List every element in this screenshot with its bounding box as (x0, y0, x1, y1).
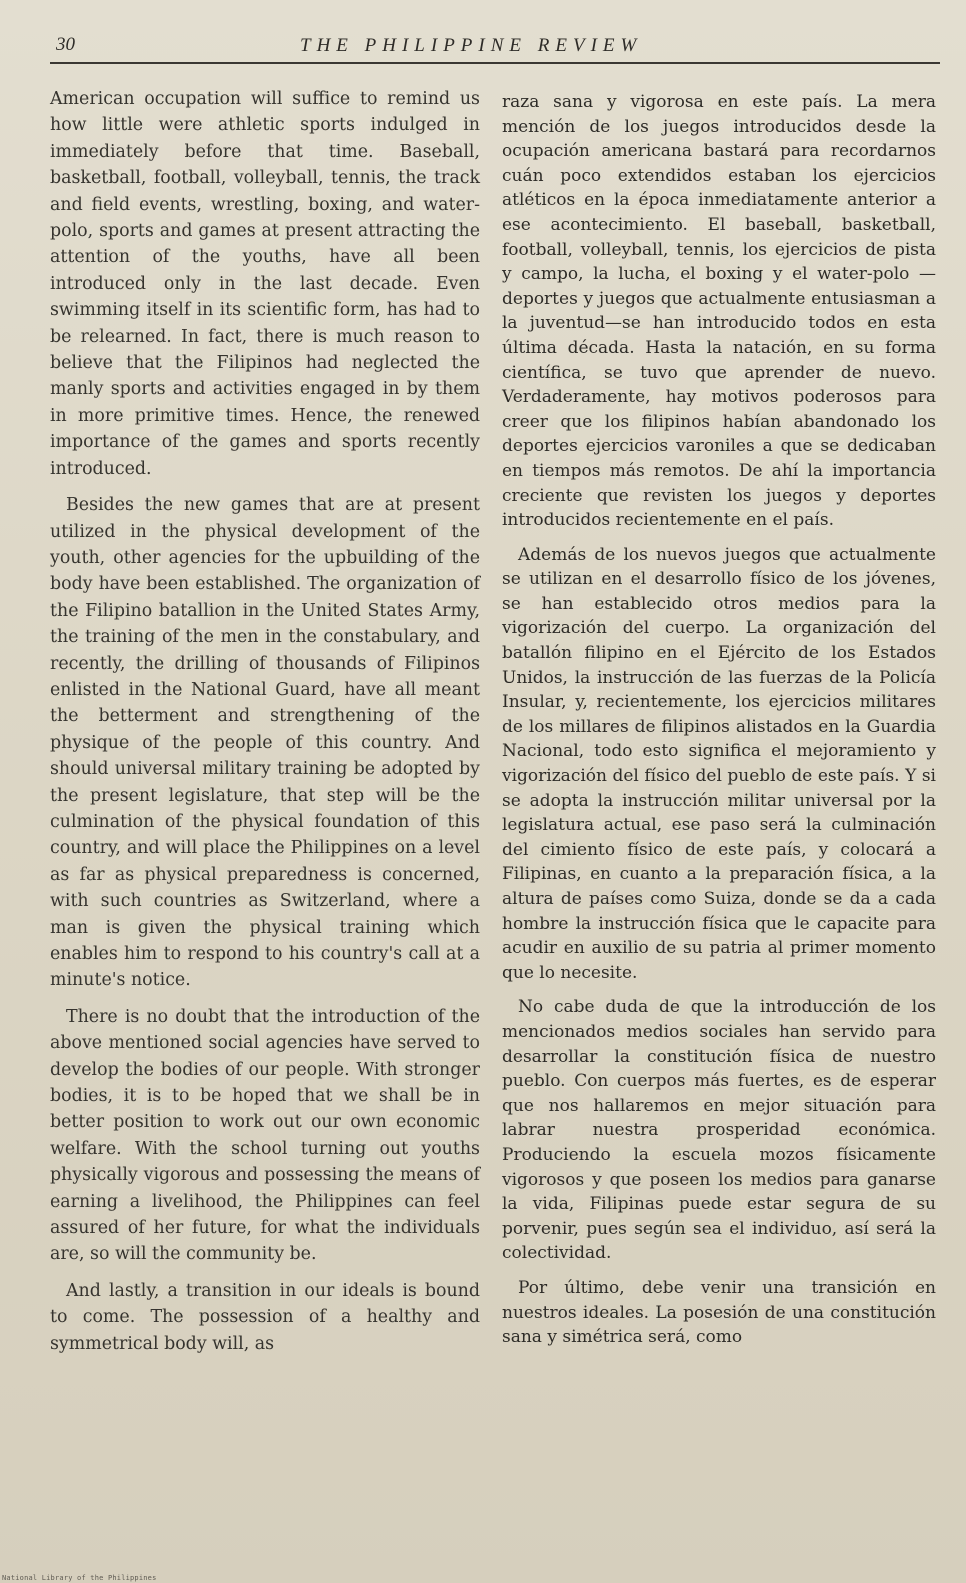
english-paragraph-1: American occupation will suffice to remind us how little were athletic sports indulged in immediately before that time. Baseball, basketball, football, volleyball, tennis, the track and field events, wrestling, boxing, and water-polo, sports and games at present attracting the attention of the youths, have all been introduced only in the last decade. Even swimming itself in its scientific form, has had to be relearned. In fact, there is much reason to believe that the Filipinos had neglected the manly sports and activities engaged in by them in more primitive times. Hence, the renewed importance of the games and sports recently introduced. (50, 89, 480, 479)
spanish-paragraph-2: Además de los nuevos juegos que actualmente se utilizan en el desarrollo físico de los jóvenes, se han establecido otros medios para la vigorización del cuerpo. La organización del batallón filipino en el Ejército de los Estados Unidos, la instrucción de las fuerzas de la Policía Insular, y, recientemente, los ejercicios militares de los millares de filipinos alistados en la Guardia Nacional, todo esto significa el mejoramiento y vigorización del físico del pueblo de este país. Y si se adopta la instrucción militar universal por la legislatura actual, ese paso será la culminación del cimiento físico de este país, y colocará a Filipinas, en cuanto a la preparación física, a la altura de países como Suiza, donde se da a cada hombre la instrucción física que le capacite para acudir en auxilio de su patria al primer momento que lo necesite. (502, 544, 936, 983)
spanish-paragraph-4: Por último, debe venir una transición en nuestros ideales. La posesión de una constitución sana y simétrica será, como (502, 1277, 936, 1348)
english-paragraph-2: Besides the new games that are at present utilized in the physical development of the youth, other agencies for the upbuilding of the body have been established. The organization of the Filipino batallion in the United States Army, the training of the men in the constabulary, and recently, the drilling of thousands of Filipinos enlisted in the National Guard, have all meant the betterment and strengthening of the physique of the people of this country. And should universal military training be adopted by the present legislature, that step will be the culmination of the physical foundation of this country, and will place the Philippines on a level as far as physical preparedness is concerned, with such countries as Switzerland, where a man is given the physical training which enables him to respond to his country's call at a minute's notice. (50, 495, 480, 991)
english-paragraph-3: There is no doubt that the introduction of the above mentioned social agencies have served to develop the bodies of our people. With stronger bodies, it is to be hoped that we shall be in better position to work out our own economic welfare. With the school turning out youths physically vigorous and possessing the means of earning a livelihood, the Philippines can feel assured of her future, for what the individuals are, so will the community be. (50, 1006, 480, 1265)
english-paragraph-4: And lastly, a transition in our ideals is bound to come. The possession of a healthy and symmetrical body will, as (50, 1280, 480, 1354)
spanish-paragraph-3: No cabe duda de que la introducción de los mencionados medios sociales han servido para desarrollar la constitución física de nuestro pueblo. Con cuerpos más fuertes, es de esperar que nos hallaremos en mejor situación para labrar nuestra prosperidad económica. Produciendo la escuela mozos físicamente vigorosos y que poseen los medios para ganarse la vida, Filipinas puede estar segura de su porvenir, pues según sea el individuo, así será la colectividad. (502, 997, 936, 1264)
page-number: 30 (56, 34, 75, 55)
spanish-paragraph-1: raza sana y vigorosa en este país. La mera mención de los juegos introducidos desde la ocupación americana bastará para recordarnos cuán poco extendidos estaban los ejercicios atléticos en la época inmediatamente anterior a ese acontecimiento. El baseball, basketball, football, volleyball, tennis, los ejercicios de pista y campo, la lucha, el boxing y el water-polo —deportes y juegos que actualmente entusiasman a la juventud—se han introducido todos en esta última década. Hasta la natación, en su forma científica, se tuvo que aprender de nuevo. Verdaderamente, hay motivos poderosos para creer que los filipinos habían abandonado los deportes ejercicios varoniles a que se dedicaban en tiempos más remotos. De ahí la importancia creciente que revisten los juegos y deportes introducidos recientemente en el país. (502, 92, 936, 531)
running-title: THE PHILIPPINE REVIEW (300, 35, 643, 56)
spanish-column (502, 90, 936, 1360)
page-header (50, 30, 945, 64)
library-credit: National Library of the Philippines (2, 1574, 157, 1582)
english-column (50, 86, 480, 1367)
header-rule (50, 62, 940, 64)
